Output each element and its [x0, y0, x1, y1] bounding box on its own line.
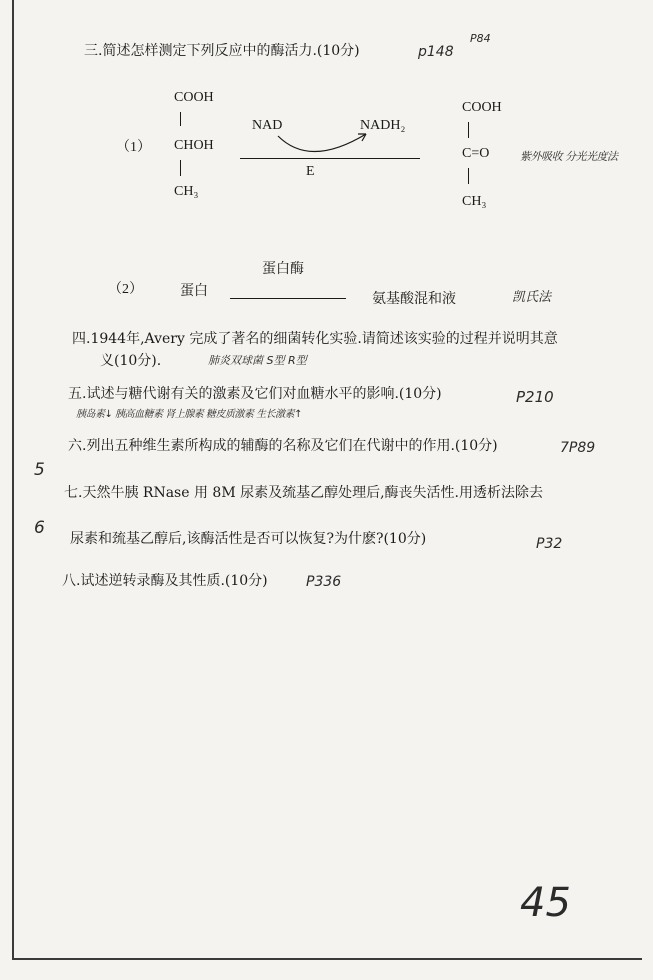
question-8-text: 八.试述逆转录酶及其性质.(10分)	[62, 573, 268, 589]
question-4-line-2: 义(10分).	[100, 353, 162, 369]
reaction-1-arrow-line	[240, 158, 420, 159]
cofactor-nadh2: NADH₂	[360, 118, 406, 133]
reaction-2-enzyme: 蛋白酶	[262, 261, 304, 277]
handwritten-score: 45	[520, 880, 571, 926]
substrate-bond-lower	[180, 160, 181, 176]
page-left-border	[12, 0, 14, 960]
substrate-cooh: COOH	[174, 90, 214, 105]
handwritten-page-ref-q8: P336	[306, 574, 342, 590]
handwritten-margin-6: 6	[34, 518, 45, 538]
handwritten-page-ref-q5: P210	[516, 388, 554, 406]
product-bond-lower	[468, 168, 469, 184]
handwritten-note-q4: 肺炎双球菌 S型 R型	[208, 354, 307, 367]
handwritten-page-ref-q3: p148	[418, 44, 454, 60]
handwritten-page-ref-q6: 7P89	[560, 440, 596, 456]
handwritten-margin-5: 5	[34, 460, 45, 480]
question-4-line-1: 四.1944年,Avery 完成了著名的细菌转化实验.请简述该实验的过程并说明其意	[72, 331, 558, 347]
question-7-line-2: 尿素和巯基乙醇后,该酶活性是否可以恢复?为什麽?(10分)	[70, 531, 427, 547]
product-bond-upper	[468, 122, 469, 138]
product-c-o: C=O	[462, 146, 490, 161]
reaction-2-label: （2）	[108, 282, 143, 297]
question-7-line-1: 七.天然牛胰 RNase 用 8M 尿素及巯基乙醇处理后,酶丧失活性.用透析法除去	[64, 485, 543, 501]
reaction-2-substrate: 蛋白	[180, 283, 208, 299]
question-6-text: 六.列出五种维生素所构成的辅酶的名称及它们在代谢中的作用.(10分)	[68, 438, 498, 454]
substrate-choh: CHOH	[174, 138, 214, 153]
substrate-ch3: CH₃	[174, 184, 199, 199]
product-ch3: CH₃	[462, 194, 487, 209]
handwritten-method-note-2: 凯氏法	[512, 290, 552, 305]
handwritten-method-note-1: 紫外吸收 分光光度法	[520, 150, 618, 163]
reaction-1-label: （1）	[116, 140, 151, 155]
cofactor-nad: NAD	[252, 118, 283, 133]
question-5-text: 五.试述与糖代谢有关的激素及它们对血糖水平的影响.(10分)	[68, 386, 442, 402]
question-3-title: 三.简述怎样测定下列反应中的酶活力.(10分)	[84, 43, 360, 59]
substrate-bond-upper	[180, 112, 181, 126]
handwritten-note-top: P84	[470, 32, 491, 45]
cofactor-arrow-icon	[270, 128, 380, 162]
reaction-2-arrow-line	[230, 298, 346, 299]
enzyme-e: E	[306, 164, 315, 179]
reaction-2-product: 氨基酸混和液	[372, 291, 456, 307]
product-cooh: COOH	[462, 100, 502, 115]
handwritten-hormone-note: 胰岛素↓ 胰高血糖素 肾上腺素 糖皮质激素 生长激素↑	[76, 409, 302, 420]
handwritten-page-ref-q7: P32	[536, 536, 563, 552]
page-bottom-border	[12, 958, 642, 960]
